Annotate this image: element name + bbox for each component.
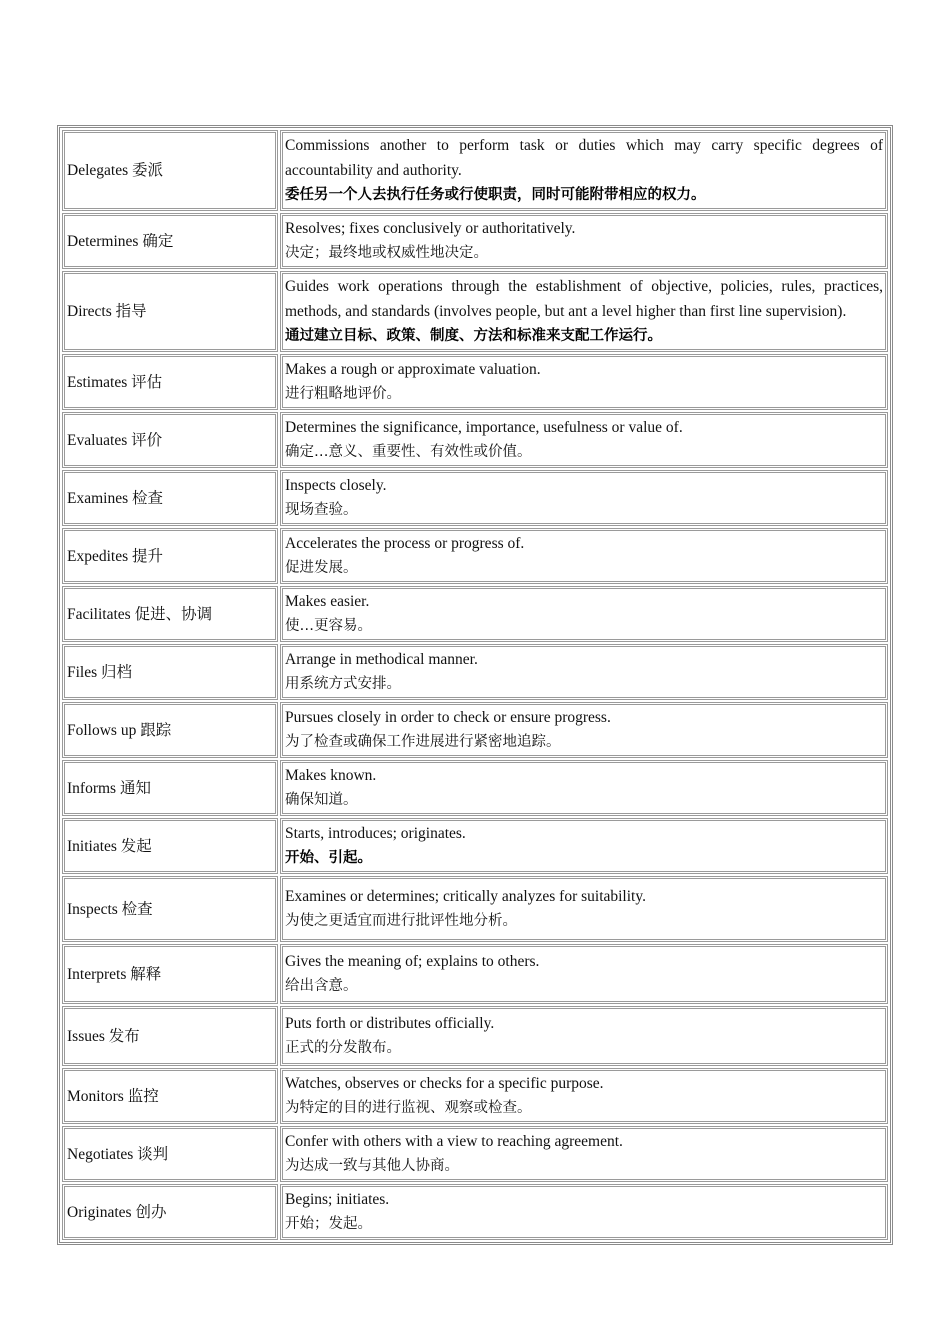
definition-chinese: 通过建立目标、政策、制度、方法和标准来支配工作运行。 (285, 328, 662, 344)
table-row (62, 1184, 888, 1240)
term-cell: Examines 检查 (62, 470, 278, 526)
definition-chinese: 进行粗略地评价。 (285, 386, 401, 402)
definition-cell (280, 213, 888, 269)
definition-cell (280, 760, 888, 816)
definition-english: Starts, introduces; originates. (285, 825, 466, 842)
glossary-table (57, 125, 893, 1245)
term-cell: Informs 通知 (62, 760, 278, 816)
definition-chinese: 委任另一个人去执行任务或行使职责，同时可能附带相应的权力。 (285, 187, 706, 203)
definition-cell (280, 944, 888, 1004)
definition-chinese: 确定…意义、重要性、有效性或价值。 (285, 444, 532, 460)
definition-chinese: 促进发展。 (285, 560, 358, 576)
term-cell: Facilitates 促进、协调 (62, 586, 278, 642)
definition-english: Examines or determines; critically analyzes for suitability. (285, 888, 646, 905)
table-row (62, 213, 888, 269)
definition-english: Pursues closely in order to check or ensure progress. (285, 709, 611, 726)
term-cell: Expedites 提升 (62, 528, 278, 584)
definition-english: Commissions another to perform task or duties which may carry specific degrees of accountability and authority. (285, 137, 883, 179)
definition-chinese: 使…更容易。 (285, 618, 372, 634)
definition-chinese: 给出含意。 (285, 978, 358, 994)
term-cell: Initiates 发起 (62, 818, 278, 874)
definition-cell (280, 702, 888, 758)
definition-cell (280, 818, 888, 874)
glossary-table-body (62, 130, 888, 1240)
definition-cell (280, 644, 888, 700)
table-row (62, 702, 888, 758)
definition-cell (280, 586, 888, 642)
definition-cell (280, 1126, 888, 1182)
table-row (62, 818, 888, 874)
definition-cell (280, 354, 888, 410)
table-row (62, 271, 888, 352)
definition-english: Inspects closely. (285, 477, 387, 494)
term-cell: Negotiates 谈判 (62, 1126, 278, 1182)
term-cell: Inspects 检查 (62, 876, 278, 942)
definition-english: Resolves; fixes conclusively or authoritatively. (285, 220, 576, 237)
table-row (62, 586, 888, 642)
definition-english: Guides work operations through the establishment of objective, policies, rules, practices, methods, and standards (involves people, but ant a level higher than first line supervision). (285, 278, 883, 320)
definition-chinese: 为使之更适宜而进行批评性地分析。 (285, 913, 517, 929)
table-row (62, 130, 888, 211)
term-cell: Files 归档 (62, 644, 278, 700)
definition-english: Determines the significance, importance, usefulness or value of. (285, 419, 683, 436)
term-cell: Evaluates 评价 (62, 412, 278, 468)
definition-cell (280, 271, 888, 352)
definition-chinese: 开始、引起。 (285, 850, 372, 866)
definition-cell (280, 1184, 888, 1240)
definition-chinese: 为达成一致与其他人协商。 (285, 1158, 459, 1174)
table-row (62, 528, 888, 584)
definition-chinese: 现场查验。 (285, 502, 358, 518)
table-row (62, 1126, 888, 1182)
definition-cell (280, 1068, 888, 1124)
definition-chinese: 为了检查或确保工作进展进行紧密地追踪。 (285, 734, 561, 750)
definition-chinese: 决定；最终地或权威性地决定。 (285, 245, 488, 261)
definition-chinese: 正式的分发散布。 (285, 1040, 401, 1056)
definition-english: Begins; initiates. (285, 1191, 390, 1208)
definition-cell (280, 470, 888, 526)
definition-cell (280, 528, 888, 584)
definition-english: Confer with others with a view to reaching agreement. (285, 1133, 623, 1150)
definition-chinese: 开始；发起。 (285, 1216, 372, 1232)
definition-cell (280, 130, 888, 211)
definition-chinese: 确保知道。 (285, 792, 358, 808)
definition-english: Makes easier. (285, 593, 370, 610)
table-row (62, 944, 888, 1004)
term-cell: Directs 指导 (62, 271, 278, 352)
definition-english: Makes a rough or approximate valuation. (285, 361, 541, 378)
term-cell: Issues 发布 (62, 1006, 278, 1066)
definition-english: Gives the meaning of; explains to others. (285, 953, 540, 970)
definition-cell (280, 876, 888, 942)
table-row (62, 1006, 888, 1066)
term-cell: Estimates 评估 (62, 354, 278, 410)
definition-cell (280, 1006, 888, 1066)
table-row (62, 876, 888, 942)
term-cell: Interprets 解释 (62, 944, 278, 1004)
definition-chinese: 为特定的目的进行监视、观察或检查。 (285, 1100, 532, 1116)
definition-english: Accelerates the process or progress of. (285, 535, 525, 552)
definition-english: Arrange in methodical manner. (285, 651, 478, 668)
table-row (62, 1068, 888, 1124)
term-cell: Determines 确定 (62, 213, 278, 269)
term-cell: Follows up 跟踪 (62, 702, 278, 758)
term-cell: Monitors 监控 (62, 1068, 278, 1124)
table-row (62, 412, 888, 468)
table-row (62, 644, 888, 700)
table-row (62, 354, 888, 410)
table-row (62, 470, 888, 526)
definition-chinese: 用系统方式安排。 (285, 676, 401, 692)
definition-cell (280, 412, 888, 468)
definition-english: Watches, observes or checks for a specific purpose. (285, 1075, 604, 1092)
definition-english: Puts forth or distributes officially. (285, 1015, 495, 1032)
term-cell: Delegates 委派 (62, 130, 278, 211)
term-cell: Originates 创办 (62, 1184, 278, 1240)
table-row (62, 760, 888, 816)
definition-english: Makes known. (285, 767, 377, 784)
